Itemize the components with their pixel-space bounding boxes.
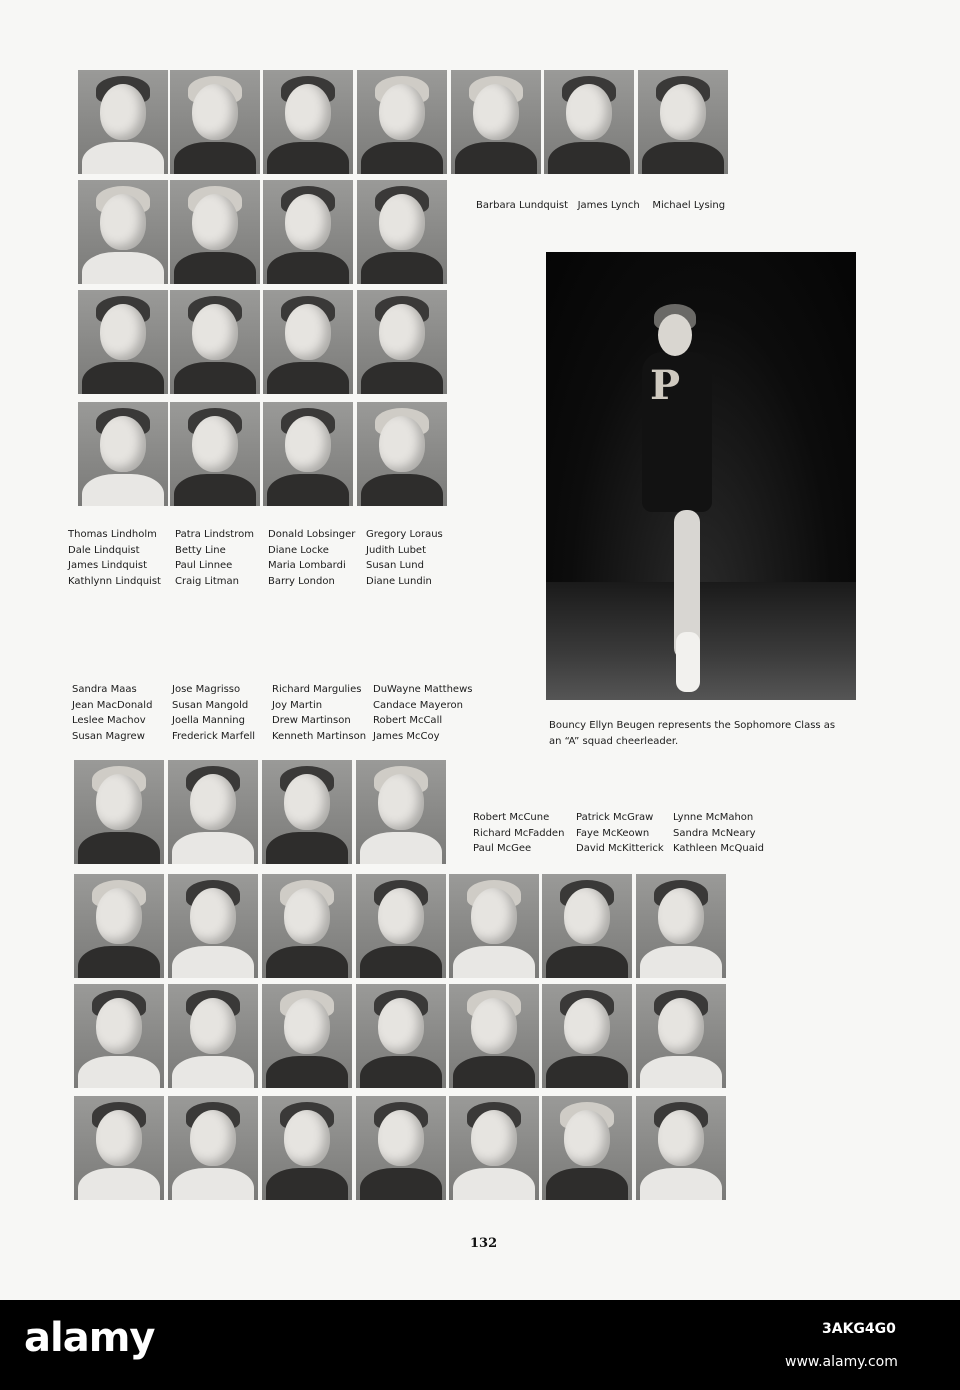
name-label: Thomas Lindholm bbox=[68, 529, 157, 540]
portrait-photo bbox=[263, 290, 353, 394]
portrait-photo bbox=[168, 874, 258, 978]
portrait-photo bbox=[78, 180, 168, 284]
name-label: Barbara Lundquist bbox=[476, 200, 569, 211]
page-number: 132 bbox=[470, 1236, 498, 1251]
name-label: Paul Linnee bbox=[175, 560, 233, 571]
name-label: Michael Lysing bbox=[652, 200, 726, 211]
portrait-photo bbox=[357, 180, 447, 284]
bottom-names-column-2 bbox=[576, 810, 664, 857]
name-label: Kathlynn Lindquist bbox=[68, 575, 161, 587]
name-label: David McKitterick bbox=[576, 843, 664, 854]
portrait-photo bbox=[357, 70, 447, 174]
portrait-photo bbox=[170, 402, 260, 506]
portrait-photo bbox=[78, 290, 168, 394]
alamy-logo: alamy bbox=[24, 1315, 155, 1361]
portrait-photo bbox=[170, 180, 260, 284]
portrait-photo bbox=[638, 70, 728, 174]
name-label: Joella Manning bbox=[172, 715, 245, 726]
name-label: Susan Magrew bbox=[72, 730, 145, 742]
name-label: Sandra Maas bbox=[72, 684, 137, 695]
middle-names-column-2 bbox=[172, 682, 255, 744]
portrait-photo bbox=[636, 1096, 726, 1200]
portrait-photo bbox=[74, 984, 164, 1088]
portrait-photo bbox=[262, 874, 352, 978]
middle-names-column-3 bbox=[272, 682, 366, 744]
portrait-photo bbox=[542, 874, 632, 978]
portrait-photo bbox=[356, 874, 446, 978]
name-label: Patra Lindstrom bbox=[175, 529, 254, 540]
portrait-photo bbox=[168, 1096, 258, 1200]
portrait-photo bbox=[449, 874, 539, 978]
portrait-photo bbox=[357, 290, 447, 394]
portrait-photo bbox=[74, 760, 164, 864]
portrait-photo bbox=[449, 984, 539, 1088]
name-label: Robert McCall bbox=[373, 715, 443, 726]
portrait-photo bbox=[636, 874, 726, 978]
portrait-photo bbox=[451, 70, 541, 174]
portrait-photo bbox=[357, 402, 447, 506]
portrait-photo bbox=[263, 402, 353, 506]
portrait-photo bbox=[263, 70, 353, 174]
site-url: www.alamy.com bbox=[785, 1354, 898, 1370]
name-label: Kathleen McQuaid bbox=[673, 843, 764, 854]
top-names-column-3 bbox=[268, 527, 355, 589]
name-label: Betty Line bbox=[175, 544, 226, 556]
top-names-column-1 bbox=[68, 527, 161, 589]
name-label: Dale Lindquist bbox=[68, 544, 140, 556]
portrait-photo bbox=[170, 290, 260, 394]
portrait-photo bbox=[78, 402, 168, 506]
name-label: James McCoy bbox=[373, 730, 440, 742]
name-label: Richard McFadden bbox=[473, 827, 565, 839]
name-label: Faye McKeown bbox=[576, 827, 650, 839]
name-label: Joy Martin bbox=[272, 699, 323, 711]
name-label: Lynne McMahon bbox=[673, 812, 754, 823]
name-label: Susan Mangold bbox=[172, 699, 249, 711]
middle-names-column-1 bbox=[72, 682, 152, 744]
name-label: Diane Lundin bbox=[366, 575, 432, 587]
portrait-photo bbox=[263, 180, 353, 284]
image-id: 3AKG4G0 bbox=[822, 1321, 896, 1337]
name-label: Candace Mayeron bbox=[373, 699, 463, 711]
portrait-photo bbox=[356, 760, 446, 864]
top-names-column-4 bbox=[366, 527, 443, 589]
portrait-photo bbox=[542, 1096, 632, 1200]
name-label: Drew Martinson bbox=[272, 715, 351, 726]
portrait-photo bbox=[74, 1096, 164, 1200]
portrait-photo bbox=[542, 984, 632, 1088]
name-label: Frederick Marfell bbox=[172, 730, 256, 742]
portrait-photo bbox=[449, 1096, 539, 1200]
name-label: Diane Locke bbox=[268, 544, 329, 556]
name-label: James Lynch bbox=[577, 200, 640, 211]
portrait-photo bbox=[168, 984, 258, 1088]
portrait-photo bbox=[78, 70, 168, 174]
bottom-names-column-3 bbox=[673, 810, 764, 857]
name-label: Leslee Machov bbox=[72, 715, 146, 726]
portrait-photo bbox=[544, 70, 634, 174]
name-label: Maria Lombardi bbox=[268, 560, 346, 571]
portrait-photo bbox=[262, 760, 352, 864]
name-label: Barry London bbox=[268, 575, 335, 587]
bottom-names-column-1 bbox=[473, 810, 564, 857]
portrait-photo bbox=[636, 984, 726, 1088]
name-label: Gregory Loraus bbox=[366, 529, 443, 540]
name-label: Kenneth Martinson bbox=[272, 730, 367, 742]
portrait-photo bbox=[356, 984, 446, 1088]
top-right-names bbox=[476, 198, 725, 214]
name-label: DuWayne Matthews bbox=[373, 684, 473, 695]
name-label: Susan Lund bbox=[366, 560, 424, 571]
name-label: Craig Litman bbox=[175, 575, 240, 587]
portrait-photo bbox=[356, 1096, 446, 1200]
name-label: Jean MacDonald bbox=[72, 699, 153, 711]
middle-names-column-4 bbox=[373, 682, 472, 744]
name-label: Paul McGee bbox=[473, 843, 532, 854]
portrait-photo bbox=[170, 70, 260, 174]
name-label: Donald Lobsinger bbox=[268, 529, 356, 540]
name-label: Richard Margulies bbox=[272, 684, 362, 695]
portrait-photo bbox=[262, 1096, 352, 1200]
name-label: Robert McCune bbox=[473, 812, 550, 823]
portrait-photo bbox=[168, 760, 258, 864]
name-label: James Lindquist bbox=[68, 560, 147, 571]
name-label: Judith Lubet bbox=[366, 544, 427, 556]
name-label: Jose Magrisso bbox=[172, 684, 241, 695]
portrait-photo bbox=[262, 984, 352, 1088]
cheerleader-photo bbox=[546, 252, 856, 700]
cheerleader-caption: Bouncy Ellyn Beugen represents the Sophomore Class as an “A” squad cheerleader. bbox=[549, 720, 836, 747]
portrait-photo bbox=[74, 874, 164, 978]
top-names-column-2 bbox=[175, 527, 254, 589]
name-label: Patrick McGraw bbox=[576, 812, 654, 823]
name-label: Sandra McNeary bbox=[673, 827, 756, 839]
sweater-letter: P bbox=[650, 362, 681, 409]
